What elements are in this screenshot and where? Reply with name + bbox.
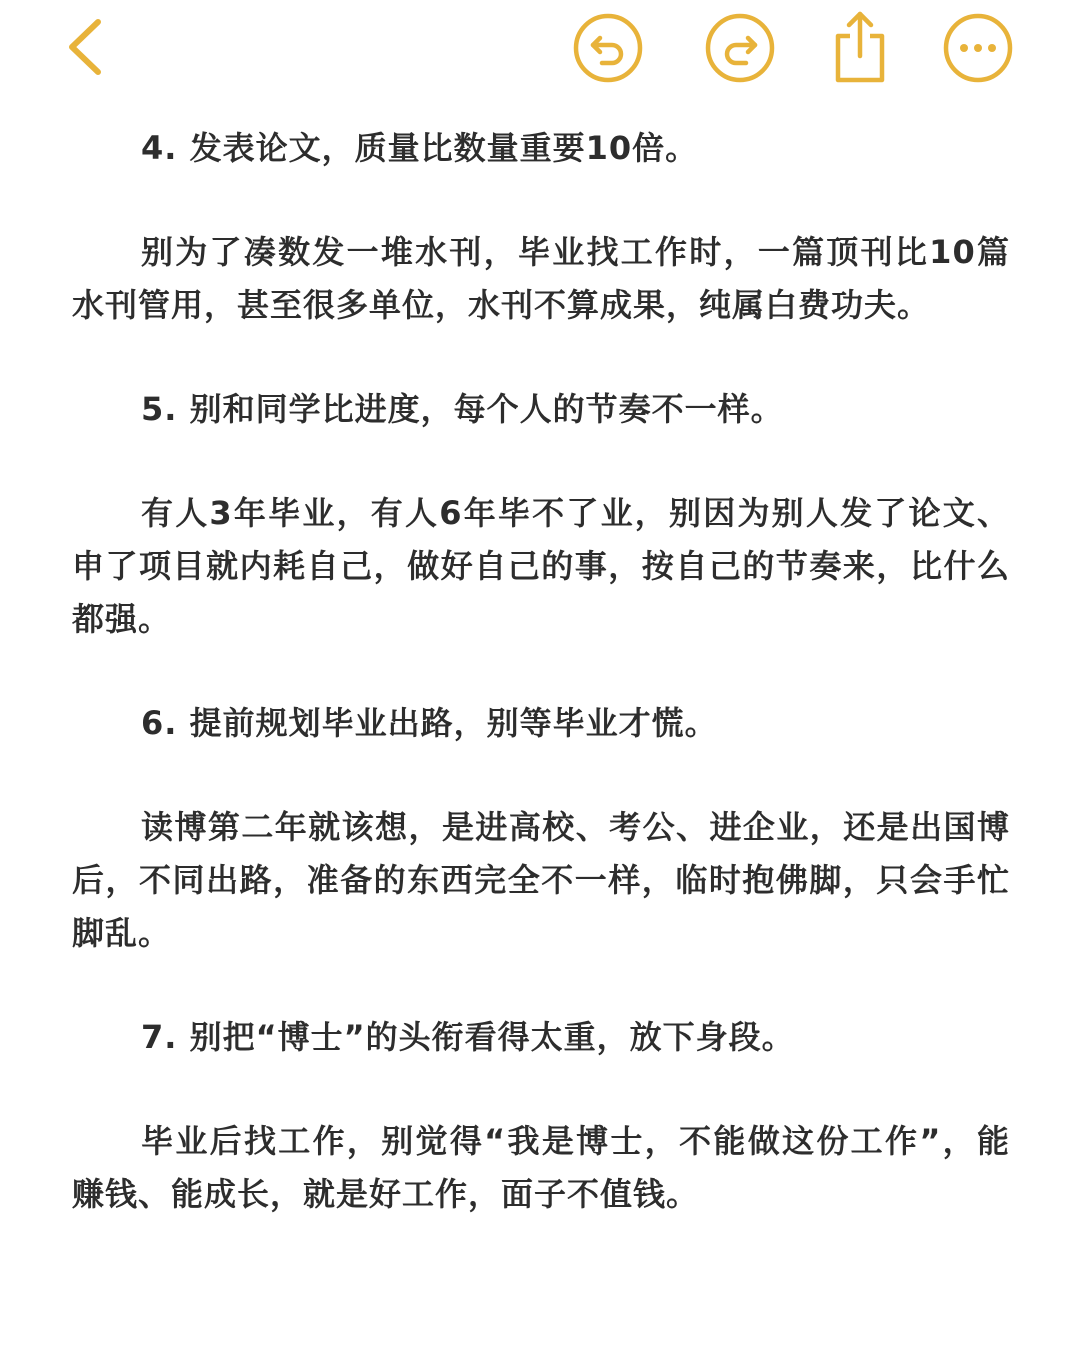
- chevron-left-icon: [60, 16, 112, 78]
- note-toolbar: [0, 0, 1079, 100]
- note-paragraph-7: 毕业后找工作，别觉得“我是博士，不能做这份工作”，能赚钱、能成长，就是好工作，面子不值钱。: [72, 1122, 1010, 1213]
- redo-button[interactable]: [704, 12, 776, 84]
- note-paragraph-4: 别为了凑数发一堆水刊，毕业找工作时，一篇顶刊比10篇水刊管用，甚至很多单位，水刊不算成果，纯属白费功夫。: [72, 233, 1010, 324]
- note-paragraph-5: 有人3年毕业，有人6年毕不了业，别因为别人发了论文、申了项目就内耗自己，做好自己的事，按自己的节奏来，比什么都强。: [72, 494, 1010, 638]
- back-button[interactable]: [60, 16, 112, 78]
- note-heading-5: 5. 别和同学比进度，每个人的节奏不一样。: [141, 390, 784, 428]
- note-heading-4: 4. 发表论文，质量比数量重要10倍。: [141, 129, 699, 167]
- more-button[interactable]: [942, 12, 1014, 84]
- note-content[interactable]: [72, 122, 1010, 1332]
- note-paragraph-6: 读博第二年就该想，是进高校、考公、进企业，还是出国博后，不同出路，准备的东西完全不一样，临时抱佛脚，只会手忙脚乱。: [72, 808, 1010, 952]
- share-button[interactable]: [828, 8, 892, 84]
- note-heading-7: 7. 别把“博士”的头衔看得太重，放下身段。: [141, 1018, 795, 1056]
- more-horizontal-icon: [942, 12, 1014, 84]
- note-heading-6: 6. 提前规划毕业出路，别等毕业才慌。: [141, 704, 718, 742]
- redo-icon: [704, 12, 776, 84]
- share-icon: [828, 8, 892, 84]
- undo-button[interactable]: [572, 12, 644, 84]
- undo-icon: [572, 12, 644, 84]
